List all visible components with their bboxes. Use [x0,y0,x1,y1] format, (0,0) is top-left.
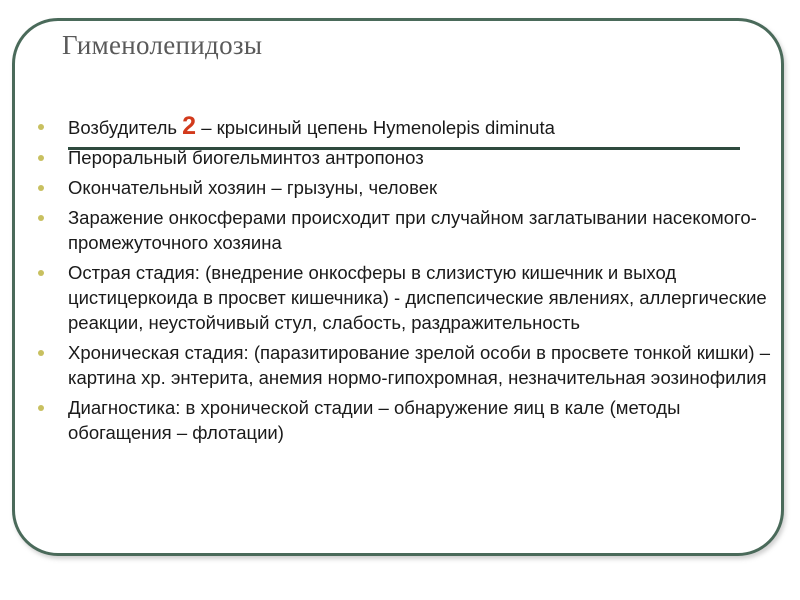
bullet-text-suffix: – крысиный цепень Hymenolepis diminuta [196,117,555,138]
bullet-text-prefix: Возбудитель [68,117,183,138]
bullet-item-chronic-stage [38,340,778,390]
bullet-item-host [38,175,778,200]
bullet-text: Хроническая стадия: (паразитирование зрелой особи в просвете тонкой кишки) – картина хр. энтерита, анемия нормо-гипохромная, незначительная эозинофилия [68,342,770,388]
bullet-item-transmission [38,145,778,170]
bullet-text: Окончательный хозяин – грызуны, человек [68,177,438,198]
bullet-dot-icon [38,124,44,130]
bullet-text: Пероральный биогельминтоз антропоноз [68,147,424,168]
bullet-item-acute-stage [38,260,778,335]
bullet-item-infection [38,205,778,255]
bullet-dot-icon [38,215,44,221]
slide-title: Гименолепидозы [62,30,263,60]
bullet-dot-icon [38,270,44,276]
bullet-dot-icon [38,185,44,191]
bullet-item-diagnostics [38,395,778,445]
bullet-text: Диагностика: в хронической стадии – обнаружение яиц в кале (методы обогащения – флотации) [68,397,681,443]
bullet-dot-icon [38,405,44,411]
bullet-list [38,114,778,450]
bullet-text: Острая стадия: (внедрение онкосферы в слизистую кишечник и выход цистицеркоида в просвет кишечника) - диспепсические явлениях, аллергические реакции, неустойчивый стул, слабость, раздражительность [68,262,767,333]
highlight-number: 2 [182,112,197,140]
bullet-dot-icon [38,350,44,356]
bullet-text: Заражение онкосферами происходит при случайном заглатывании насекомого-промежуточного хозяина [68,207,757,253]
bullet-dot-icon [38,155,44,161]
bullet-item-pathogen [38,114,778,140]
